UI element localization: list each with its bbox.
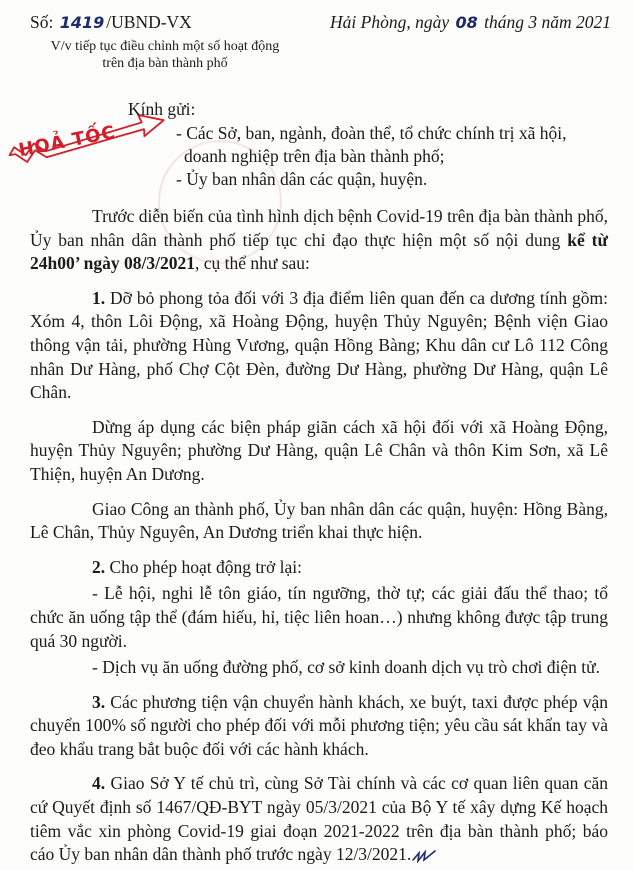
subject-line xyxy=(30,38,300,72)
header-left xyxy=(30,12,330,72)
doc-number-suffix: /UBND-VX xyxy=(106,12,192,32)
section-2-bullet-1: - Lễ hội, nghi lễ tôn giáo, tín ngưỡng, thờ tự; các giải đấu thể thao; tổ chức ăn uống tập thể (đám hiếu, hỉ, tiệc liên hoan…) nhưng không được tập trung quá 30 người. xyxy=(30,583,608,651)
subject-line-1: V/v tiếp tục điều chỉnh một số hoạt động xyxy=(50,39,280,54)
section-1 xyxy=(30,287,608,405)
date-day-handwritten: 08 xyxy=(455,13,478,32)
section-1-paragraph-2: Dừng áp dụng các biện pháp giãn cách xã hội đối với xã Hoàng Động, huyện Thủy Nguyên; phường Dư Hàng, quận Lê Chân và thôn Kim Sơn, xã Lê Thiện, huyện An Dương. xyxy=(30,416,608,484)
section-text: Các phương tiện vận chuyển hành khách, xe buýt, taxi được phép vận chuyển 100% số người cho phép đối với mỗi phương tiện; yêu cầu sát khẩn tay và đeo khẩu trang bắt buộc đối với các hành khách. xyxy=(30,691,608,759)
intro-paragraph xyxy=(30,205,608,276)
intro-text: Trước diễn biến của tình hình dịch bệnh Covid-19 trên địa bàn thành phố, Ủy ban nhân dân thành phố tiếp tục chỉ đạo thực hiện một số nội dung xyxy=(30,206,608,250)
recipient-item: - Ủy ban nhân dân các quận, huyện. xyxy=(176,169,428,189)
doc-number-handwritten: 1419 xyxy=(59,13,105,32)
stamp-text: HOẢ TỐC xyxy=(16,121,118,162)
section-1-paragraph-3: Giao Công an thành phố, Ủy ban nhân dân các quận, huyện: Hồng Bàng, Lê Chân, Thủy Nguyên, An Dương triển khai thực hiện. xyxy=(30,498,608,543)
section-2 xyxy=(30,556,608,580)
date-rest: tháng 3 năm 2021 xyxy=(484,12,611,32)
effective-time: kể từ 24h00’ ngày 08/3/2021 xyxy=(30,229,608,274)
place-date xyxy=(330,12,611,33)
section-number: 3. xyxy=(92,691,106,712)
document-number xyxy=(30,12,330,33)
section-number: 2. xyxy=(92,556,106,577)
section-3 xyxy=(30,691,608,762)
initial-mark-icon xyxy=(411,849,437,863)
recipients-label: Kính gửi: xyxy=(128,99,196,119)
subject-line-2: trên địa bàn thành phố xyxy=(102,56,228,71)
urgent-stamp xyxy=(17,122,118,161)
section-text: Giao Sở Y tế chủ trì, cùng Sở Tài chính và các cơ quan liên quan căn cứ Quyết định số 1467/QĐ-BYT ngày 05/3/2021 của Bộ Y tế xây dựng Kế hoạch tiêm vắc xin phòng Covid-19 giai đoạn 2021-2022 trên địa bàn thành phố; báo cáo Ủy ban nhân dân thành phố trước ngày 12/3/2021. xyxy=(30,773,608,865)
intro-text-end: , cụ thể như sau: xyxy=(194,253,310,274)
section-text: Cho phép hoạt động trở lại: xyxy=(105,556,302,577)
section-number: 4. xyxy=(92,773,106,794)
section-2-bullet-2: - Dịch vụ ăn uống đường phố, cơ sở kinh doanh dịch vụ trò chơi điện tử. xyxy=(92,657,600,678)
date-prefix: Hải Phòng, ngày xyxy=(330,12,450,32)
doc-number-prefix: Số: xyxy=(30,12,54,32)
section-4 xyxy=(30,772,608,866)
section-text: Dỡ bỏ phong tỏa đối với 3 địa điểm liên quan đến ca dương tính gồm: Xóm 4, thôn Lôi Động, xã Hoàng Động, huyện Thủy Nguyên; Bệnh viện Giao thông vận tải, phường Hùng Vương, quận Hồng Bàng; Khu dân cư Lô 112 Công nhân Dư Hàng, phố Chợ Cột Đèn, đường Dư Hàng, phường Dư Hàng, quận Lê Chân. xyxy=(30,287,608,403)
recipients-block xyxy=(128,98,608,191)
recipient-item: - Các Sở, ban, ngành, đoàn thể, tổ chức chính trị xã hội, doanh nghiệp trên địa bàn thành phố; xyxy=(176,123,567,166)
document-body xyxy=(30,205,608,878)
section-number: 1. xyxy=(92,287,106,308)
